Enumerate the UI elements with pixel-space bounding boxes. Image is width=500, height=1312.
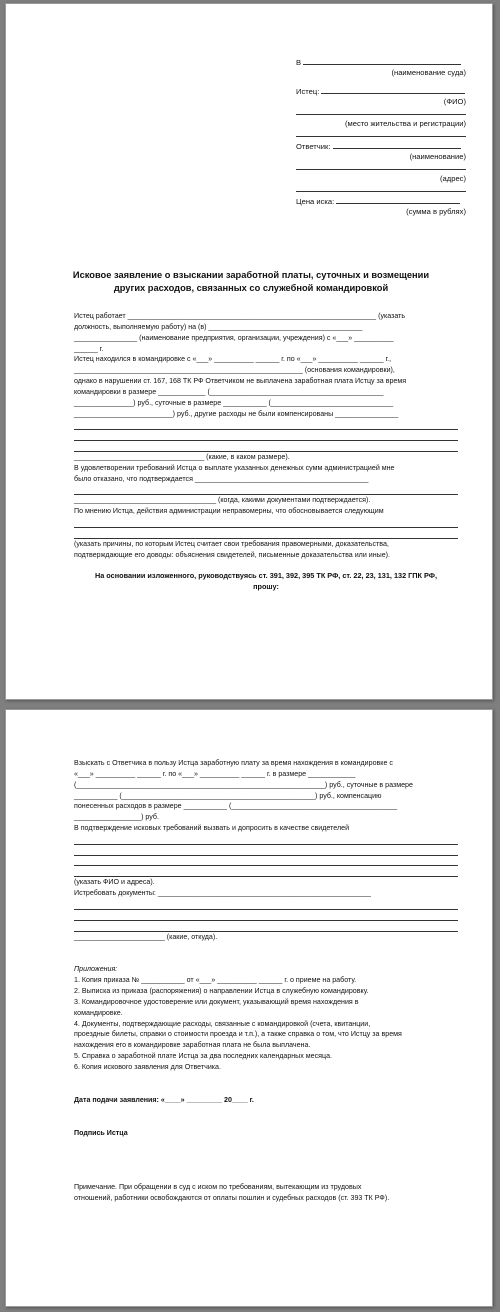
body-line: должность, выполняемую работу) на (в) _______________________________________ — [74, 322, 363, 331]
claim-price-row — [296, 195, 466, 206]
note-line-1: Примечание. При обращении в суд с иском по требованиям, вытекающим из трудовых — [74, 1183, 362, 1192]
claim-header — [296, 56, 466, 218]
blank-line — [74, 517, 458, 528]
blank-line — [74, 845, 458, 856]
refusal-line-1: В удовлетворении требований Истца о выплате указанных денежных сумм администрацией мне — [74, 463, 395, 472]
body-line: ______ г. — [74, 344, 104, 353]
blank-line — [74, 834, 458, 845]
blank-line — [74, 419, 458, 430]
court-caption: (наименование суда) — [391, 68, 466, 77]
document-page-2 — [5, 709, 493, 1307]
attachment-item: 2. Выписка из приказа (распоряжения) о направлении Истца в служебную командировку. — [74, 987, 369, 996]
to-label: В — [296, 58, 302, 67]
document-page-1 — [5, 3, 493, 700]
name-caption: (наименование) — [409, 152, 466, 161]
defendant-label: Ответчик: — [296, 142, 331, 151]
attachment-item: проездные билеты, справки о стоимости проезда и т.п.), а также справка о том, что Истцу за время — [74, 1030, 402, 1039]
residence-blank-2 — [296, 130, 466, 137]
request-word: прошу: — [253, 582, 279, 592]
body-line: Истец находился в командировке с «___» __________ ______ г. по «___» __________ ______ г., — [74, 355, 392, 364]
note-line-2: отношений, работники освобождаются от оплаты пошлин и судебных расходов (ст. 393 ТК РФ). — [74, 1194, 390, 1203]
address-caption: (адрес) — [440, 174, 466, 183]
demand-line: ___________ (_________________________________________________) руб., компенсацию — [74, 791, 382, 800]
plaintiff-row — [296, 85, 466, 96]
plaintiff-label: Истец: — [296, 87, 320, 96]
court-blank — [303, 56, 461, 65]
body-line: однако в нарушении ст. 167, 168 ТК РФ Ответчиком не выплачена заработная плата Истцу за время — [74, 377, 407, 386]
blank-line — [74, 528, 458, 539]
demand-line: «___» __________ ______ г. по «___» __________ ______ г. в размере ____________ — [74, 769, 356, 778]
attachment-item: 6. Копия искового заявления для Ответчика. — [74, 1062, 221, 1071]
body-line: Истец работает _______________________________________________________________ (указать — [74, 312, 406, 320]
fio-caption: (ФИО) — [443, 97, 466, 106]
blank-line — [74, 910, 458, 921]
demand-line: _________________) руб. — [74, 813, 159, 822]
body-line: ________________ (наименование предприятия, организации, учреждения) с «___» __________ — [74, 333, 394, 342]
defendant-row — [296, 140, 466, 151]
amount-note: _________________________________ (какие, в каком размере). — [74, 452, 290, 461]
opinion-line: По мнению Истца, действия администрации неправомерны, что обосновывается следующим — [74, 507, 384, 516]
address-blank-2 — [296, 185, 466, 192]
attachment-item: 3. Командировочное удостоверение или документ, указывающий время нахождения в — [74, 997, 359, 1006]
body-line: _______________) руб., суточные в размере ___________ (_______________________________ — [74, 398, 394, 407]
claim-price-blank — [336, 195, 460, 204]
body-line: __________________________________________________________ (основания командировки), — [74, 366, 395, 375]
attachment-item: нахождения его в командировке заработная плата не была выплачена. — [74, 1041, 311, 1050]
plaintiff-blank — [321, 85, 465, 94]
filing-date: Дата подачи заявления: «____» _________ 20____ г. — [74, 1095, 254, 1104]
demand-line: Взыскать с Ответчика в пользу Истца заработную плату за время нахождения в командировке с — [74, 759, 393, 767]
plaintiff-signature: Подпись Истца — [74, 1128, 128, 1137]
blank-line — [74, 441, 458, 452]
body-line: командировки в размере ____________ (____________________________________________ — [74, 387, 384, 396]
blank-line — [74, 430, 458, 441]
blank-line — [74, 921, 458, 932]
body-line: _________________________) руб., другие расходы не были компенсированы ________________ — [74, 409, 399, 418]
blank-line — [74, 899, 458, 910]
legal-basis: На основании изложенного, руководствуясь ст. 391, 392, 395 ТК РФ, ст. 22, 23, 131, 132 ГПК РФ, — [94, 571, 438, 581]
demands-body — [74, 758, 458, 1204]
claim-price-label: Цена иска: — [296, 197, 335, 206]
blank-line — [74, 866, 458, 877]
refusal-line-2: было отказано, что подтверждается ____________________________________________ — [74, 474, 369, 483]
blank-line — [74, 485, 458, 496]
attachment-item: 4. Документы, подтверждающие расходы, связанные с командировкой (счета, квитанции, — [74, 1019, 371, 1028]
demand-line: понесенных расходов в размере ___________ (__________________________________________ — [74, 802, 398, 811]
residence-caption: (место жительства и регистрации) — [344, 119, 466, 128]
court-row — [296, 56, 466, 67]
docs-request: Истребовать документы: ______________________________________________________ — [74, 889, 371, 898]
refusal-note: ____________________________________ (когда, какими документами подтверждается). — [74, 496, 371, 505]
docs-note: _______________________ (какие, откуда). — [74, 932, 218, 941]
reasons-line-2: подтверждающие его доводы: объяснения свидетелей, письменные доказательства или иные). — [74, 550, 391, 559]
witness-intro: В подтверждение исковых требований вызвать и допросить в качестве свидетелей — [74, 824, 350, 833]
demand-line: (_______________________________________________________________) руб., суточные в размере — [74, 780, 413, 789]
document-title: Исковое заявление о взыскании заработной платы, суточных и возмещении других расходов, связанных со служебной командировкой — [72, 270, 430, 293]
attachment-item: 5. Справка о заработной плате Истца за два последних календарных месяца. — [74, 1052, 332, 1061]
claim-body — [74, 311, 458, 593]
attachment-item: 1. Копия приказа № ___________ от «___» __________ ______ г. о приеме на работу. — [74, 976, 357, 985]
sum-caption: (сумма в рублях) — [406, 207, 466, 216]
defendant-blank — [333, 140, 461, 149]
attachments-title: Приложения: — [74, 965, 118, 974]
attachment-item: командировке. — [74, 1008, 123, 1017]
blank-line — [74, 856, 458, 867]
residence-blank — [296, 108, 466, 115]
address-blank — [296, 163, 466, 170]
reasons-line-1: (указать причины, по которым Истец считает свои требования правомерными, доказательства, — [74, 539, 389, 548]
witness-note: (указать ФИО и адреса). — [74, 878, 155, 887]
